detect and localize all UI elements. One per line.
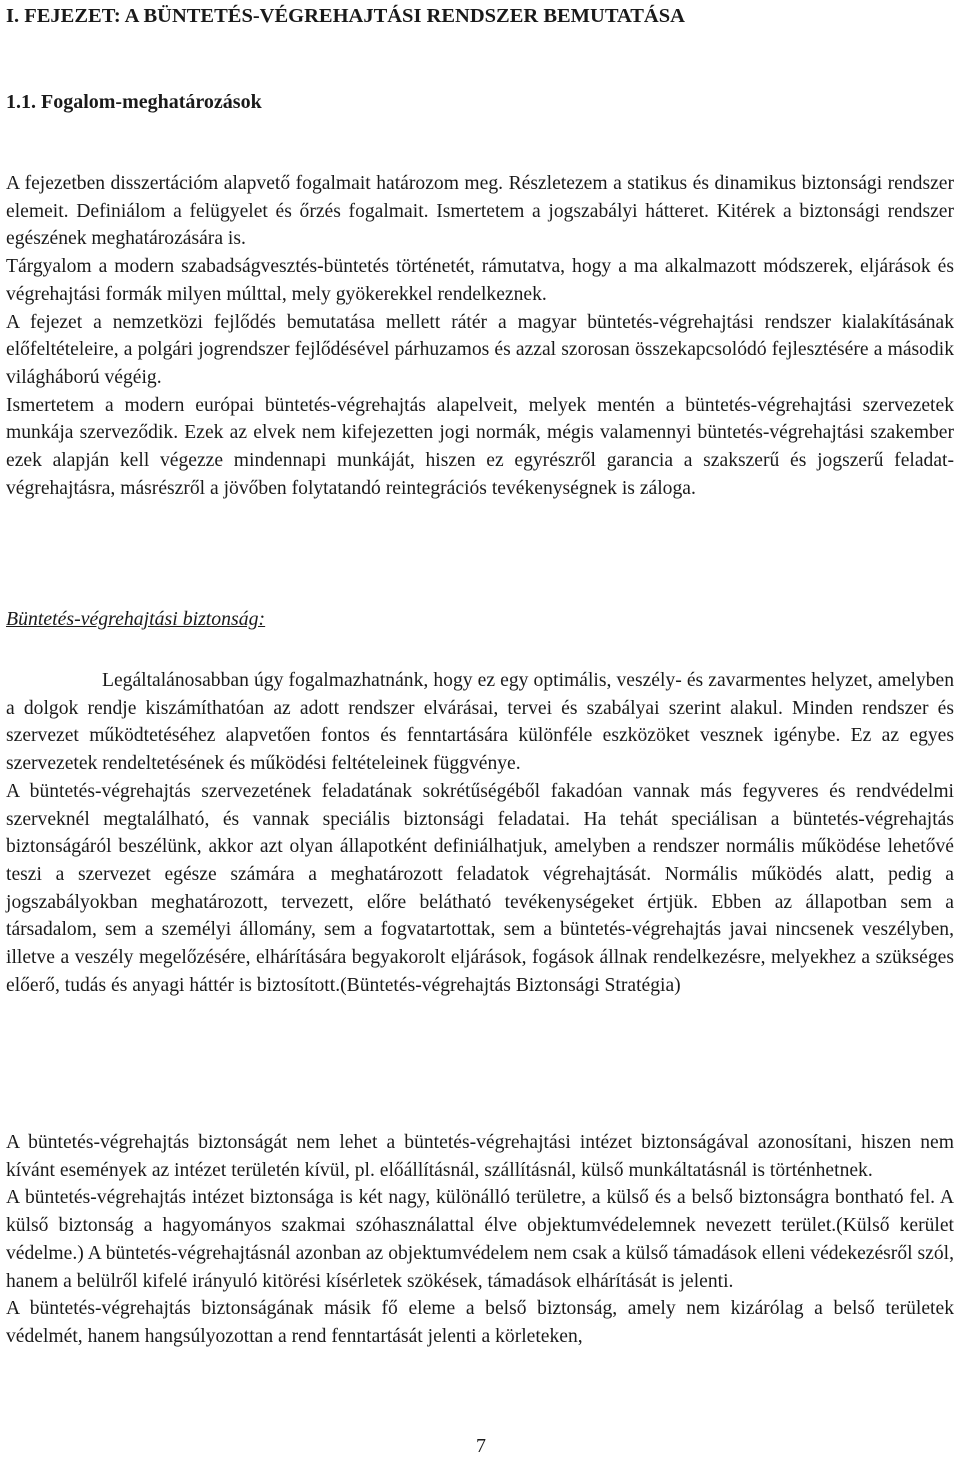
security-distinction-section <box>6 1129 954 1351</box>
intro-paragraph: Tárgyalom a modern szabadságvesztés-büntetés történetét, rámutatva, hogy a ma alkalmazott módszerek, eljárások és végrehajtási formák milyen múlttal, mely gyökerekkel rendelkeznek. <box>6 256 954 305</box>
security-subheading: Büntetés-végrehajtási biztonság: <box>6 608 266 630</box>
distinction-paragraph: A büntetés-végrehajtás intézet biztonsága is két nagy, különálló területre, a külső és a belső biztonságra bontható fel. A külső biztonság a hagyományos szakmai szóhasználattal élve objektumvédelemnek nevezett terület.(Külső kerület védelme.) A büntetés-végrehajtásnál azonban az objektumvédelem nem csak a külső támadások elleni védekezésről szól, hanem a belülről kifelé irányuló kitörési kísérletek szökések, támadások elhárítását is jelenti. <box>6 1187 954 1292</box>
distinction-paragraph: A büntetés-végrehajtás biztonságának másik fő eleme a belső biztonság, amely nem kizárólag a belső területek védelmét, hanem hangsúlyozottan a rend fenntartását jelenti a körleteken, <box>6 1298 954 1347</box>
page-number-footer <box>0 1434 960 1458</box>
section-title: 1.1. Fogalom-meghatározások <box>6 91 262 113</box>
intro-paragraph: Ismertetem a modern európai büntetés-végrehajtás alapelveit, melyek mentén a büntetés-végrehajtási szervezetek munkája szerveződik. Ezek az elvek nem kifejezetten jogi normák, mégis valamennyi büntetés-végrehajtási szakember ezek alapján kell végezze mindennapi munkáját, hiszen ez egyrészről garancia a szakszerű és jogszerű feladat-végrehajtásra, másrészről a jövőben folytatandó reintegrációs tevékenységnek is záloga. <box>6 394 954 499</box>
distinction-paragraph: A büntetés-végrehajtás biztonságát nem lehet a büntetés-végrehajtási intézet biztonságával azonosítani, hiszen nem kívánt események az intézet területén kívül, pl. előállításnál, szállításnál, külső munkáltatásnál is történhetnek. <box>6 1132 954 1181</box>
page-number: 7 <box>476 1435 486 1457</box>
security-section <box>6 667 954 999</box>
chapter-title: I. FEJEZET: A BÜNTETÉS-VÉGREHAJTÁSI RENDSZER BEMUTATÁSA <box>6 5 685 27</box>
intro-paragraph: A fejezetben disszertációm alapvető fogalmait határozom meg. Részletezem a statikus és dinamikus biztonsági rendszer elemeit. Definiálom a felügyelet és őrzés fogalmait. Ismertetem a jogszabályi hátteret. Kitérek a biztonsági rendszer egészének meghatározására is. <box>6 173 954 250</box>
intro-paragraph: A fejezet a nemzetközi fejlődés bemutatása mellett rátér a magyar büntetés-végrehajtási rendszer kialakításának előfeltételeire, a polgári jogrendszer fejlődésével párhuzamos és azzal szorosan összekapcsolódó fejlesztésére a második világháború végéig. <box>6 311 954 388</box>
intro-section <box>6 170 954 502</box>
security-paragraph: Legáltalánosabban úgy fogalmazhatnánk, hogy ez egy optimális, veszély- és zavarmentes helyzet, amelyben a dolgok rendje kiszámíthatóan az adott rendszer elvárásai, tervei és szabályai szerint alakul. Minden rendszer és szervezet működtetéséhez alapvetően fontos és fenntartására különféle eszközöket vesznek igénybe. Ez az egyes szervezetek rendeltetésének és működési feltételeinek függvénye. <box>6 670 954 775</box>
security-paragraph: A büntetés-végrehajtás szervezetének feladatának sokrétűségéből fakadóan vannak más fegyveres és rendvédelmi szerveknél megtalálható, és vannak speciális biztonsági feladatai. Ha tehát speciálisan a büntetés-végrehajtás biztonságáról beszélünk, akkor azt olyan állapotként definiálhatjuk, amelyben a rendszer normális működése lehetővé teszi a szervezet egésze számára a meghatározott feladatok végrehajtását. Normális működés alatt, pedig a jogszabályokban meghatározott, tervezett, előre belátható tevékenységeket értjük. Ebben az állapotban sem a társadalom, sem a személyi állomány, sem a fogvatartottak, sem a büntetés-végrehajtás javai nincsenek veszélyben, illetve a veszély megelőzésére, elhárítására begyakorolt eljárások, fogások állnak rendelkezésre, melyekhez a szükséges előerő, tudás és anyagi háttér is biztosított.(Büntetés-végrehajtás Biztonsági Stratégia) <box>6 780 954 996</box>
